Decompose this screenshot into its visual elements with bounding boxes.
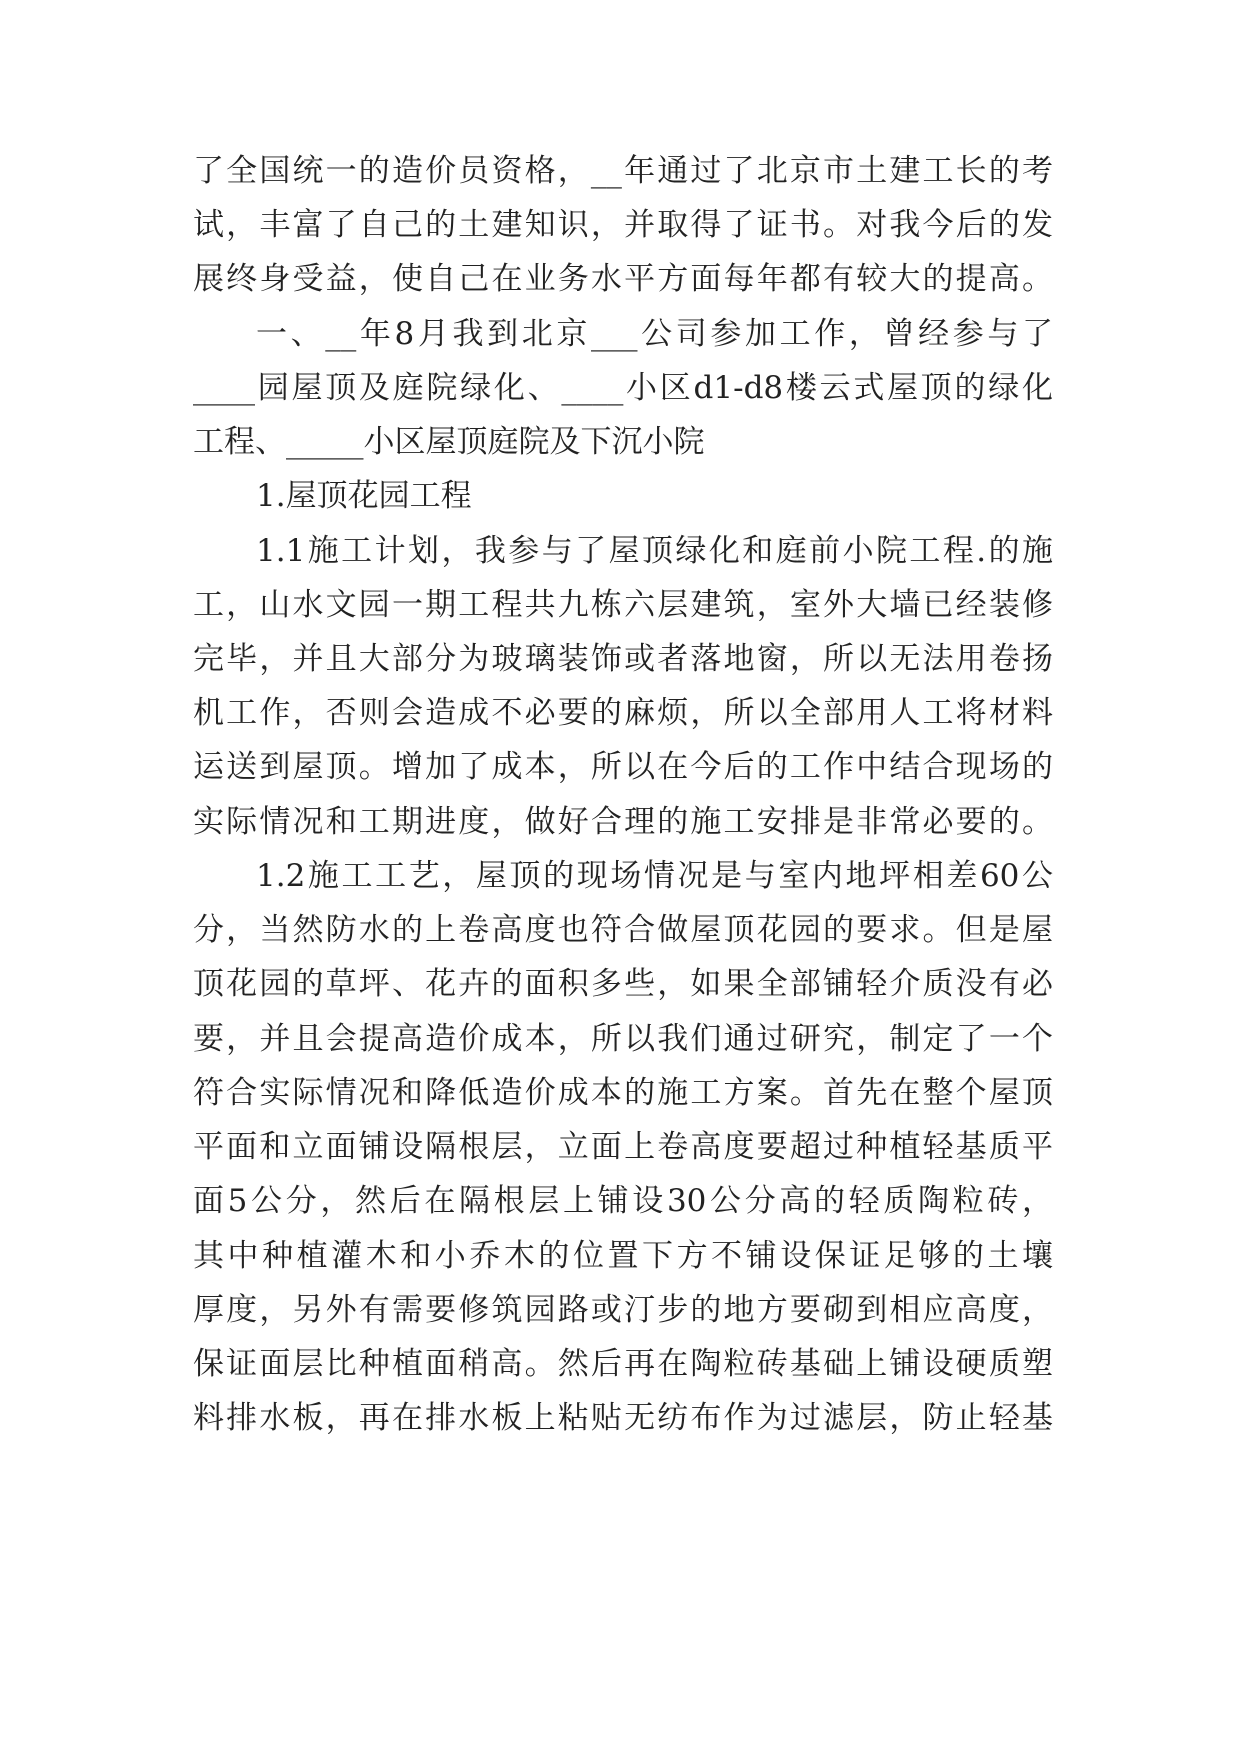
text-line: ____园屋顶及庭院绿化、____小区d1-d8楼云式屋顶的绿化 (193, 370, 1053, 406)
text-line: 符合实际情况和降低造价成本的施工方案。首先在整个屋顶 (193, 1075, 1053, 1111)
text-line: 实际情况和工期进度，做好合理的施工安排是非常必要的。 (193, 804, 1053, 840)
text-line: 展终身受益，使自己在业务水平方面每年都有较大的提高。 (193, 261, 1053, 297)
text-line: 保证面层比种植面稍高。然后再在陶粒砖基础上铺设硬质塑 (193, 1346, 1053, 1382)
text-line: 平面和立面铺设隔根层，立面上卷高度要超过种植轻基质平 (193, 1129, 1053, 1165)
paragraph-start-line: 1.2施工工艺，屋顶的现场情况是与室内地坪相差60公 (256, 858, 1053, 894)
text-line: 料排水板，再在排水板上粘贴无纺布作为过滤层，防止轻基 (193, 1400, 1053, 1436)
text-line: 厚度，另外有需要修筑园路或汀步的地方要砌到相应高度， (193, 1292, 1053, 1328)
section-heading: 1.屋顶花园工程 (256, 478, 472, 514)
paragraph-start-line: 1.1施工计划，我参与了屋顶绿化和庭前小院工程.的施 (256, 533, 1053, 569)
text-line: 机工作，否则会造成不必要的麻烦，所以全部用人工将材料 (193, 695, 1053, 731)
text-line: 工，山水文园一期工程共九栋六层建筑，室外大墙已经装修 (193, 587, 1053, 623)
paragraph-start-line: 一、__年8月我到北京___公司参加工作，曾经参与了 (256, 316, 1053, 352)
text-line: 运送到屋顶。增加了成本，所以在今后的工作中结合现场的 (193, 749, 1053, 785)
text-line: 完毕，并且大部分为玻璃装饰或者落地窗，所以无法用卷扬 (193, 641, 1053, 677)
text-line: 要，并且会提高造价成本，所以我们通过研究，制定了一个 (193, 1021, 1053, 1057)
text-line: 其中种植灌木和小乔木的位置下方不铺设保证足够的土壤 (193, 1238, 1053, 1274)
text-line: 面5公分，然后在隔根层上铺设30公分高的轻质陶粒砖， (193, 1183, 1053, 1219)
text-line: 试，丰富了自己的土建知识，并取得了证书。对我今后的发 (193, 207, 1053, 243)
text-line: 工程、_____小区屋顶庭院及下沉小院 (193, 424, 705, 460)
text-line: 了全国统一的造价员资格，__年通过了北京市土建工长的考 (193, 153, 1053, 189)
text-line: 分，当然防水的上卷高度也符合做屋顶花园的要求。但是屋 (193, 912, 1053, 948)
text-line: 顶花园的草坪、花卉的面积多些，如果全部铺轻介质没有必 (193, 966, 1053, 1002)
